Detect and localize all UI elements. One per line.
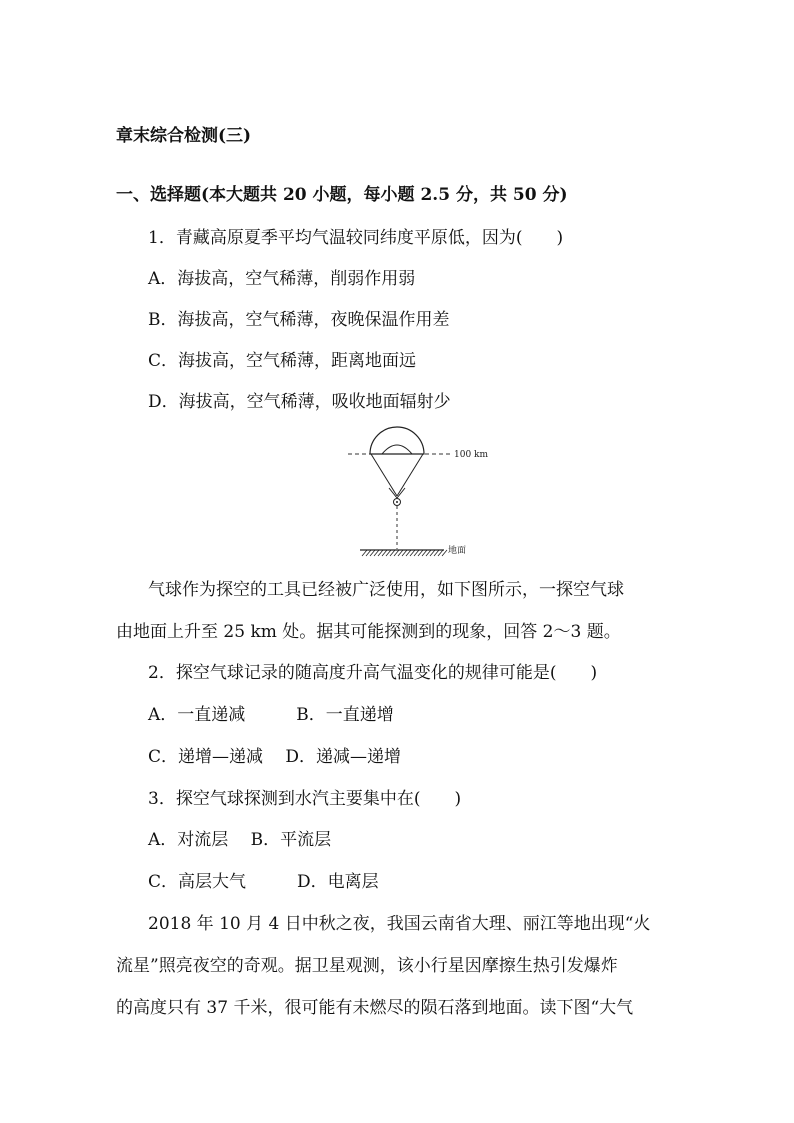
- ground-label: 地面: [448, 546, 467, 556]
- balloon-rope-right: [397, 454, 423, 496]
- ground-hatching: [362, 550, 447, 556]
- passage-line-2: 流星”照亮夜空的奇观。据卫星观测，该小行星因摩擦生热引发爆炸: [116, 956, 618, 976]
- question-1-stem: 1．青藏高原夏季平均气温较同纬度平原低，因为( ): [148, 228, 564, 248]
- rope-arrow: [389, 488, 405, 498]
- intro-line-1: 气球作为探空的工具已经被广泛使用，如下图所示，一探空气球: [148, 580, 624, 600]
- passage-line-3: 的高度只有 37 千米，很可能有未燃尽的陨石落到地面。读下图“大气: [116, 998, 634, 1018]
- height-label: 100 km: [454, 450, 489, 460]
- question-1-option-b: B．海拔高，空气稀薄，夜晚保温作用差: [148, 310, 450, 330]
- balloon-canopy: [370, 427, 424, 454]
- passage-line-1: 2018 年 10 月 4 日中秋之夜，我国云南省大理、丽江等地出现“火: [148, 914, 651, 934]
- balloon-figure: [340, 418, 500, 568]
- question-2-options-row-1: A．一直递减 B．一直递增: [148, 705, 394, 725]
- question-1-option-c: C．海拔高，空气稀薄，距离地面远: [148, 351, 417, 371]
- balloon-seam: [382, 445, 412, 454]
- question-2-stem: 2．探空气球记录的随高度升高气温变化的规律可能是( ): [148, 663, 598, 683]
- section-heading: 一、选择题(本大题共 20 小题，每小题 2.5 分，共 50 分): [116, 185, 568, 205]
- balloon-diagram: [340, 418, 500, 568]
- balloon-rope-left: [371, 454, 397, 496]
- question-3-stem: 3．探空气球探测到水汽主要集中在( ): [148, 789, 462, 809]
- page-title: 章末综合检测(三): [116, 126, 252, 146]
- intro-line-2: 由地面上升至 25 km 处。据其可能探测到的现象，回答 2～3 题。: [116, 622, 621, 642]
- question-3-options-row-1: A．对流层 B．平流层: [148, 830, 332, 850]
- question-2-options-row-2: C．递增—递减 D．递减—递增: [148, 747, 402, 767]
- question-1-option-d: D．海拔高，空气稀薄，吸收地面辐射少: [148, 392, 451, 412]
- question-3-options-row-2: C．高层大气 D．电离层: [148, 872, 379, 892]
- question-1-option-a: A．海拔高，空气稀薄，削弱作用弱: [148, 269, 416, 289]
- instrument-dot: [396, 501, 398, 503]
